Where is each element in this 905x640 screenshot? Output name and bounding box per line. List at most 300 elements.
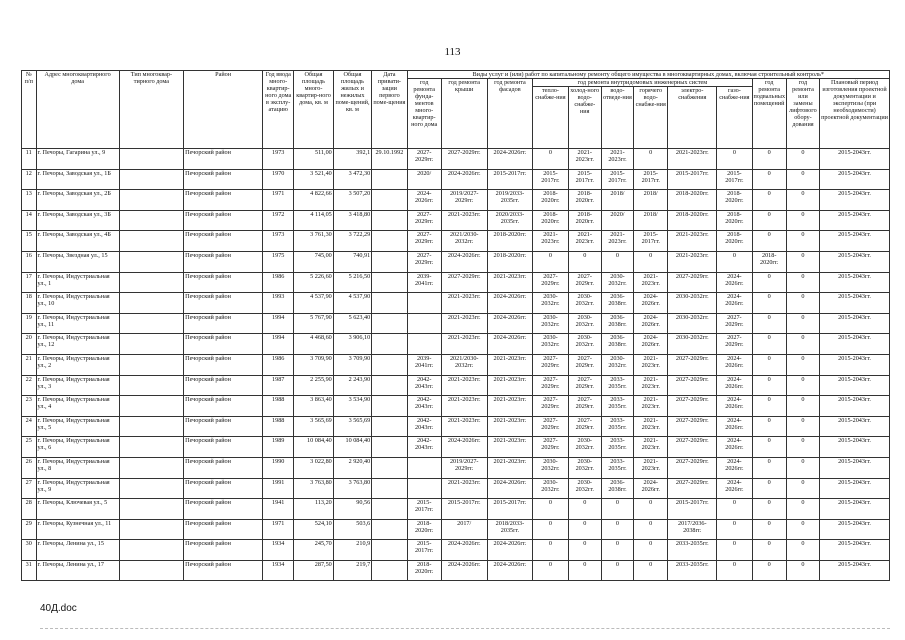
row-total-area: 4 822,66 (294, 190, 333, 211)
row-total-area: 287,50 (294, 560, 333, 581)
row-address: г. Печоры, Заводская ул., 3Б (36, 210, 119, 231)
row-address: г. Печоры, Заводская ул., 2Б (36, 190, 119, 211)
row-num: 18 (22, 293, 37, 314)
row-hot-water: 2021-2023гг. (634, 354, 668, 375)
row-year: 1971 (263, 190, 294, 211)
row-living-area: 740,91 (333, 251, 371, 272)
table-row (22, 437, 890, 458)
row-elevator: 0 (786, 499, 819, 520)
row-cold-water: 0 (568, 251, 601, 272)
row-sewer: 2030-2032гг. (601, 354, 633, 375)
row-facade: 2020/2033-2035гг. (487, 210, 533, 231)
header-heat: тепло-снабже-ния (533, 87, 568, 149)
row-year: 1993 (263, 293, 294, 314)
row-living-area: 5 623,40 (333, 313, 371, 334)
row-year: 1973 (263, 149, 294, 170)
row-cold-water: 0 (568, 540, 601, 561)
row-gas: 2024-2026гг. (717, 396, 752, 417)
row-facade: 2021-2023гг. (487, 437, 533, 458)
row-elevator: 0 (786, 457, 819, 478)
row-district: Печорский район (184, 169, 263, 190)
row-living-area: 5 216,50 (333, 272, 371, 293)
row-sewer: 2033-2035гг. (601, 457, 633, 478)
row-num: 28 (22, 499, 37, 520)
table-row (22, 457, 890, 478)
row-hot-water: 2021-2023гг. (634, 396, 668, 417)
row-total-area: 4 537,90 (294, 293, 333, 314)
row-heat: 2027-2029гг. (533, 416, 568, 437)
table-row (22, 210, 890, 231)
row-num: 19 (22, 313, 37, 334)
row-house-type (119, 313, 183, 334)
row-num: 27 (22, 478, 37, 499)
row-num: 13 (22, 190, 37, 211)
row-foundation: 2020/ (407, 169, 441, 190)
table-row (22, 149, 890, 170)
row-facade: 2024-2026гг. (487, 293, 533, 314)
row-gas: 0 (717, 540, 752, 561)
header-electric: электро-снабжения (668, 87, 717, 149)
row-sewer: 2036-2038гг. (601, 478, 633, 499)
row-year: 1986 (263, 354, 294, 375)
row-total-area: 3 022,80 (294, 457, 333, 478)
row-total-area: 4 114,05 (294, 210, 333, 231)
header-num: № п/п (22, 71, 37, 149)
row-hot-water: 2021-2023гг. (634, 416, 668, 437)
row-address: г. Печоры, Ключевая ул., 5 (36, 499, 119, 520)
row-hot-water: 0 (634, 251, 668, 272)
row-cold-water: 2018-2020гг. (568, 210, 601, 231)
row-house-type (119, 272, 183, 293)
row-hot-water: 2024-2026гг. (634, 313, 668, 334)
row-address: г. Печоры, Индустриальная ул., 11 (36, 313, 119, 334)
header-address: Адрес многоквартирного дома (36, 71, 119, 149)
row-living-area: 3 722,29 (333, 231, 371, 252)
row-elevator: 0 (786, 293, 819, 314)
row-num: 20 (22, 334, 37, 355)
row-gas: 0 (717, 560, 752, 581)
row-elevator: 0 (786, 560, 819, 581)
row-planned-period: 2015-2043гг. (820, 416, 890, 437)
header-planned-period: Плановый период изготовления проектной документации и экспертизы (при необходимости) проектной документации (820, 79, 890, 149)
row-total-area: 3 763,80 (294, 478, 333, 499)
row-district: Печорский район (184, 519, 263, 540)
row-privatization-date (372, 293, 407, 314)
row-planned-period: 2015-2043гг. (820, 437, 890, 458)
row-sewer: 2033-2035гг. (601, 416, 633, 437)
row-cold-water: 2030-2032гг. (568, 334, 601, 355)
row-roof: 2021-2023гг. (441, 416, 487, 437)
row-district: Печорский район (184, 499, 263, 520)
row-address: г. Печоры, Индустриальная ул., 6 (36, 437, 119, 458)
row-basement: 2018-2020гг. (752, 251, 786, 272)
row-address: г. Печоры, Индустриальная ул., 8 (36, 457, 119, 478)
table-row (22, 334, 890, 355)
row-electric: 2027-2029гг. (668, 396, 717, 417)
row-living-area: 219,7 (333, 560, 371, 581)
row-total-area: 245,70 (294, 540, 333, 561)
row-sewer: 2018/ (601, 190, 633, 211)
row-facade: 2019/2033-2035гг. (487, 190, 533, 211)
row-basement: 0 (752, 210, 786, 231)
row-house-type (119, 375, 183, 396)
row-year: 1989 (263, 437, 294, 458)
header-gas: газо-снабже-ния (717, 87, 752, 149)
row-total-area: 3 521,40 (294, 169, 333, 190)
row-total-area: 3 863,40 (294, 396, 333, 417)
row-total-area: 2 255,90 (294, 375, 333, 396)
row-basement: 0 (752, 499, 786, 520)
row-num: 23 (22, 396, 37, 417)
row-sewer: 2036-2038гг. (601, 293, 633, 314)
row-address: г. Печоры, Ленина ул., 17 (36, 560, 119, 581)
row-privatization-date (372, 396, 407, 417)
row-planned-period: 2015-2043гг. (820, 169, 890, 190)
row-facade: 2015-2017гг. (487, 169, 533, 190)
row-planned-period: 2015-2043гг. (820, 190, 890, 211)
row-planned-period: 2015-2043гг. (820, 396, 890, 417)
row-address: г. Печоры, Индустриальная ул., 10 (36, 293, 119, 314)
row-electric: 2018-2020гг. (668, 190, 717, 211)
table-row (22, 354, 890, 375)
header-works-group: Виды услуг и (или) работ по капитальному ремонту общего имущества в многоквартирных домах, включая строительный контроль* (407, 71, 889, 79)
row-house-type (119, 499, 183, 520)
header-living-area: Общая площадь жилых и нежилых поме-щений, кв. м (333, 71, 371, 149)
row-district: Печорский район (184, 272, 263, 293)
row-basement: 0 (752, 457, 786, 478)
row-district: Печорский район (184, 210, 263, 231)
header-basement: год ремонта подвальных помещений (752, 79, 786, 149)
row-foundation: 2039-2041гг. (407, 354, 441, 375)
row-electric: 2033-2035гг. (668, 540, 717, 561)
row-heat: 2030-2032гг. (533, 457, 568, 478)
row-house-type (119, 457, 183, 478)
row-roof: 2021/2030-2032гг. (441, 354, 487, 375)
row-year: 1934 (263, 540, 294, 561)
row-roof: 2024-2026гг. (441, 437, 487, 458)
row-heat: 0 (533, 540, 568, 561)
row-foundation: 2018-2020гг. (407, 560, 441, 581)
row-house-type (119, 354, 183, 375)
row-facade: 2018/2033-2035гг. (487, 519, 533, 540)
row-total-area: 5 767,90 (294, 313, 333, 334)
row-district: Печорский район (184, 437, 263, 458)
row-gas: 2024-2026гг. (717, 375, 752, 396)
row-address: г. Печоры, Ленина ул., 15 (36, 540, 119, 561)
row-sewer: 2036-2038гг. (601, 313, 633, 334)
row-heat: 0 (533, 149, 568, 170)
row-house-type (119, 416, 183, 437)
row-foundation: 2018-2020гг. (407, 519, 441, 540)
row-electric: 2027-2029гг. (668, 437, 717, 458)
row-facade: 2024-2026гг. (487, 560, 533, 581)
row-gas: 2027-2029гг. (717, 334, 752, 355)
row-hot-water: 0 (634, 499, 668, 520)
header-year: Год ввода много-квартир-ного дома в эксплу-атацию (263, 71, 294, 149)
row-gas: 2015-2017гг. (717, 169, 752, 190)
row-total-area: 745,00 (294, 251, 333, 272)
row-sewer: 2020/ (601, 210, 633, 231)
row-heat: 2027-2029гг. (533, 272, 568, 293)
row-heat: 2027-2029гг. (533, 437, 568, 458)
row-roof: 2021-2023гг. (441, 293, 487, 314)
row-hot-water: 2024-2026гг. (634, 478, 668, 499)
row-living-area: 210,9 (333, 540, 371, 561)
row-electric: 2030-2032гг. (668, 334, 717, 355)
row-privatization-date (372, 334, 407, 355)
row-privatization-date (372, 272, 407, 293)
row-cold-water: 2021-2023гг. (568, 231, 601, 252)
row-house-type (119, 190, 183, 211)
row-cold-water: 2027-2029гг. (568, 416, 601, 437)
row-living-area: 3 534,90 (333, 396, 371, 417)
row-elevator: 0 (786, 272, 819, 293)
row-foundation: 2027-2029гг. (407, 149, 441, 170)
table-row (22, 190, 890, 211)
row-living-area: 90,56 (333, 499, 371, 520)
row-year: 1990 (263, 457, 294, 478)
row-year: 1987 (263, 375, 294, 396)
row-hot-water: 0 (634, 560, 668, 581)
row-num: 26 (22, 457, 37, 478)
row-house-type (119, 334, 183, 355)
row-foundation (407, 293, 441, 314)
table-row (22, 293, 890, 314)
row-num: 22 (22, 375, 37, 396)
row-heat: 2018-2020гг. (533, 210, 568, 231)
row-sewer: 0 (601, 251, 633, 272)
row-privatization-date (372, 375, 407, 396)
row-cold-water: 2018-2020гг. (568, 190, 601, 211)
row-basement: 0 (752, 478, 786, 499)
row-year: 1972 (263, 210, 294, 231)
row-planned-period: 2015-2043гг. (820, 375, 890, 396)
row-heat: 0 (533, 251, 568, 272)
row-total-area: 113,20 (294, 499, 333, 520)
row-total-area: 10 084,40 (294, 437, 333, 458)
row-facade: 2024-2026гг. (487, 313, 533, 334)
row-house-type (119, 560, 183, 581)
row-basement: 0 (752, 560, 786, 581)
row-cold-water: 2030-2032гг. (568, 478, 601, 499)
row-district: Печорский район (184, 251, 263, 272)
row-year: 1970 (263, 169, 294, 190)
header-district: Район (184, 71, 263, 149)
row-sewer: 0 (601, 540, 633, 561)
row-electric: 2027-2029гг. (668, 457, 717, 478)
row-house-type (119, 437, 183, 458)
row-gas: 2018-2020гг. (717, 210, 752, 231)
row-roof: 2021-2023гг. (441, 396, 487, 417)
row-gas: 2024-2026гг. (717, 293, 752, 314)
row-living-area: 2 920,40 (333, 457, 371, 478)
row-electric: 2017/2036-2038гг. (668, 519, 717, 540)
row-living-area: 3 472,30 (333, 169, 371, 190)
header-roof: год ремонта крыши (441, 79, 487, 149)
row-num: 30 (22, 540, 37, 561)
row-privatization-date (372, 313, 407, 334)
row-cold-water: 2027-2029гг. (568, 272, 601, 293)
row-year: 1934 (263, 560, 294, 581)
row-total-area: 3 709,90 (294, 354, 333, 375)
capital-repair-table (21, 70, 890, 581)
row-basement: 0 (752, 416, 786, 437)
row-electric: 2027-2029гг. (668, 478, 717, 499)
row-planned-period: 2015-2043гг. (820, 334, 890, 355)
row-electric: 2030-2032гг. (668, 293, 717, 314)
footer-filename: 40Д.doc (40, 603, 77, 614)
row-electric: 2021-2023гг. (668, 251, 717, 272)
row-num: 24 (22, 416, 37, 437)
row-sewer: 2033-2035гг. (601, 437, 633, 458)
row-living-area: 3 906,10 (333, 334, 371, 355)
row-planned-period: 2015-2043гг. (820, 560, 890, 581)
row-house-type (119, 169, 183, 190)
row-district: Печорский район (184, 149, 263, 170)
row-electric: 2027-2029гг. (668, 354, 717, 375)
row-basement: 0 (752, 334, 786, 355)
row-hot-water: 2015-2017гг. (634, 169, 668, 190)
table-row (22, 416, 890, 437)
row-planned-period: 2015-2043гг. (820, 251, 890, 272)
row-num: 21 (22, 354, 37, 375)
row-electric: 2027-2029гг. (668, 375, 717, 396)
row-roof: 2027-2029гг. (441, 149, 487, 170)
table-row (22, 375, 890, 396)
row-address: г. Печоры, Индустриальная ул., 3 (36, 375, 119, 396)
row-address: г. Печоры, Кузнечная ул., 11 (36, 519, 119, 540)
row-elevator: 0 (786, 169, 819, 190)
row-hot-water: 2021-2023гг. (634, 437, 668, 458)
row-district: Печорский район (184, 540, 263, 561)
row-planned-period: 2015-2043гг. (820, 149, 890, 170)
row-hot-water: 0 (634, 540, 668, 561)
row-heat: 2018-2020гг. (533, 190, 568, 211)
row-sewer: 2036-2038гг. (601, 334, 633, 355)
row-house-type (119, 540, 183, 561)
row-basement: 0 (752, 272, 786, 293)
row-foundation: 2024-2026гг. (407, 190, 441, 211)
row-roof: 2024-2026гг. (441, 251, 487, 272)
row-gas: 0 (717, 251, 752, 272)
table-row (22, 169, 890, 190)
row-elevator: 0 (786, 149, 819, 170)
table-row (22, 272, 890, 293)
row-gas: 2024-2026гг. (717, 437, 752, 458)
row-basement: 0 (752, 190, 786, 211)
row-privatization-date (372, 540, 407, 561)
row-elevator: 0 (786, 190, 819, 211)
row-total-area: 5 226,60 (294, 272, 333, 293)
row-foundation: 2027-2029гг. (407, 251, 441, 272)
row-privatization-date: 29.10.1992 (372, 149, 407, 170)
row-total-area: 3 761,30 (294, 231, 333, 252)
row-foundation: 2027-2029гг. (407, 210, 441, 231)
row-cold-water: 2030-2032гг. (568, 293, 601, 314)
row-foundation: 2042-2043гг. (407, 375, 441, 396)
row-year: 1994 (263, 313, 294, 334)
row-roof: 2024-2026гг. (441, 169, 487, 190)
row-elevator: 0 (786, 210, 819, 231)
row-facade: 2021-2023гг. (487, 354, 533, 375)
row-year: 1988 (263, 396, 294, 417)
row-address: г. Печоры, Индустриальная ул., 12 (36, 334, 119, 355)
row-address: г. Печоры, Звездная ул., 15 (36, 251, 119, 272)
row-address: г. Печоры, Индустриальная ул., 2 (36, 354, 119, 375)
row-year: 1941 (263, 499, 294, 520)
row-privatization-date (372, 519, 407, 540)
row-electric: 2021-2023гг. (668, 149, 717, 170)
row-roof: 2021/2030-2032гг. (441, 231, 487, 252)
row-facade: 2021-2023гг. (487, 272, 533, 293)
row-privatization-date (372, 457, 407, 478)
row-address: г. Печоры, Заводская ул., 4Б (36, 231, 119, 252)
row-roof: 2017/ (441, 519, 487, 540)
row-district: Печорский район (184, 231, 263, 252)
row-year: 1986 (263, 272, 294, 293)
row-sewer: 0 (601, 499, 633, 520)
table-row (22, 231, 890, 252)
row-roof: 2027-2029гг. (441, 272, 487, 293)
row-sewer: 0 (601, 560, 633, 581)
row-address: г. Печоры, Индустриальная ул., 9 (36, 478, 119, 499)
row-roof: 2019/2027-2029гг. (441, 457, 487, 478)
row-foundation: 2039-2041гг. (407, 272, 441, 293)
row-sewer: 2033-2035гг. (601, 375, 633, 396)
row-living-area: 392,1 (333, 149, 371, 170)
row-year: 1988 (263, 416, 294, 437)
row-cold-water: 0 (568, 560, 601, 581)
row-heat: 0 (533, 499, 568, 520)
header-elevator: год ремонта или замены лифтового обору-дования (786, 79, 819, 149)
row-address: г. Печоры, Индустриальная ул., 4 (36, 396, 119, 417)
row-planned-period: 2015-2043гг. (820, 272, 890, 293)
row-gas: 2024-2026гг. (717, 478, 752, 499)
row-privatization-date (372, 560, 407, 581)
table-row (22, 396, 890, 417)
header-sewer: водо-отведе-ния (601, 87, 633, 149)
table-row (22, 499, 890, 520)
row-heat: 2030-2032гг. (533, 478, 568, 499)
header-systems-group: год ремонта внутридомовых инженерных систем (533, 79, 752, 87)
row-num: 12 (22, 169, 37, 190)
row-year: 1991 (263, 478, 294, 499)
row-basement: 0 (752, 354, 786, 375)
row-basement: 0 (752, 149, 786, 170)
row-privatization-date (372, 437, 407, 458)
header-facade: год ремонта фасадов (487, 79, 533, 149)
row-privatization-date (372, 478, 407, 499)
row-roof: 2021-2023гг. (441, 313, 487, 334)
row-hot-water: 0 (634, 519, 668, 540)
row-facade: 2024-2026гг. (487, 334, 533, 355)
header-hot-water: горячего водо-снабже-ния (634, 87, 668, 149)
row-basement: 0 (752, 231, 786, 252)
row-basement: 0 (752, 437, 786, 458)
row-living-area: 3 418,80 (333, 210, 371, 231)
row-district: Печорский район (184, 457, 263, 478)
row-sewer: 2021-2023гг. (601, 231, 633, 252)
row-house-type (119, 231, 183, 252)
row-roof: 2024-2026гг. (441, 560, 487, 581)
table-row (22, 313, 890, 334)
row-heat: 2015-2017гг. (533, 169, 568, 190)
row-year: 1994 (263, 334, 294, 355)
row-privatization-date (372, 499, 407, 520)
row-living-area: 10 084,40 (333, 437, 371, 458)
row-planned-period: 2015-2043гг. (820, 540, 890, 561)
row-electric: 2030-2032гг. (668, 313, 717, 334)
